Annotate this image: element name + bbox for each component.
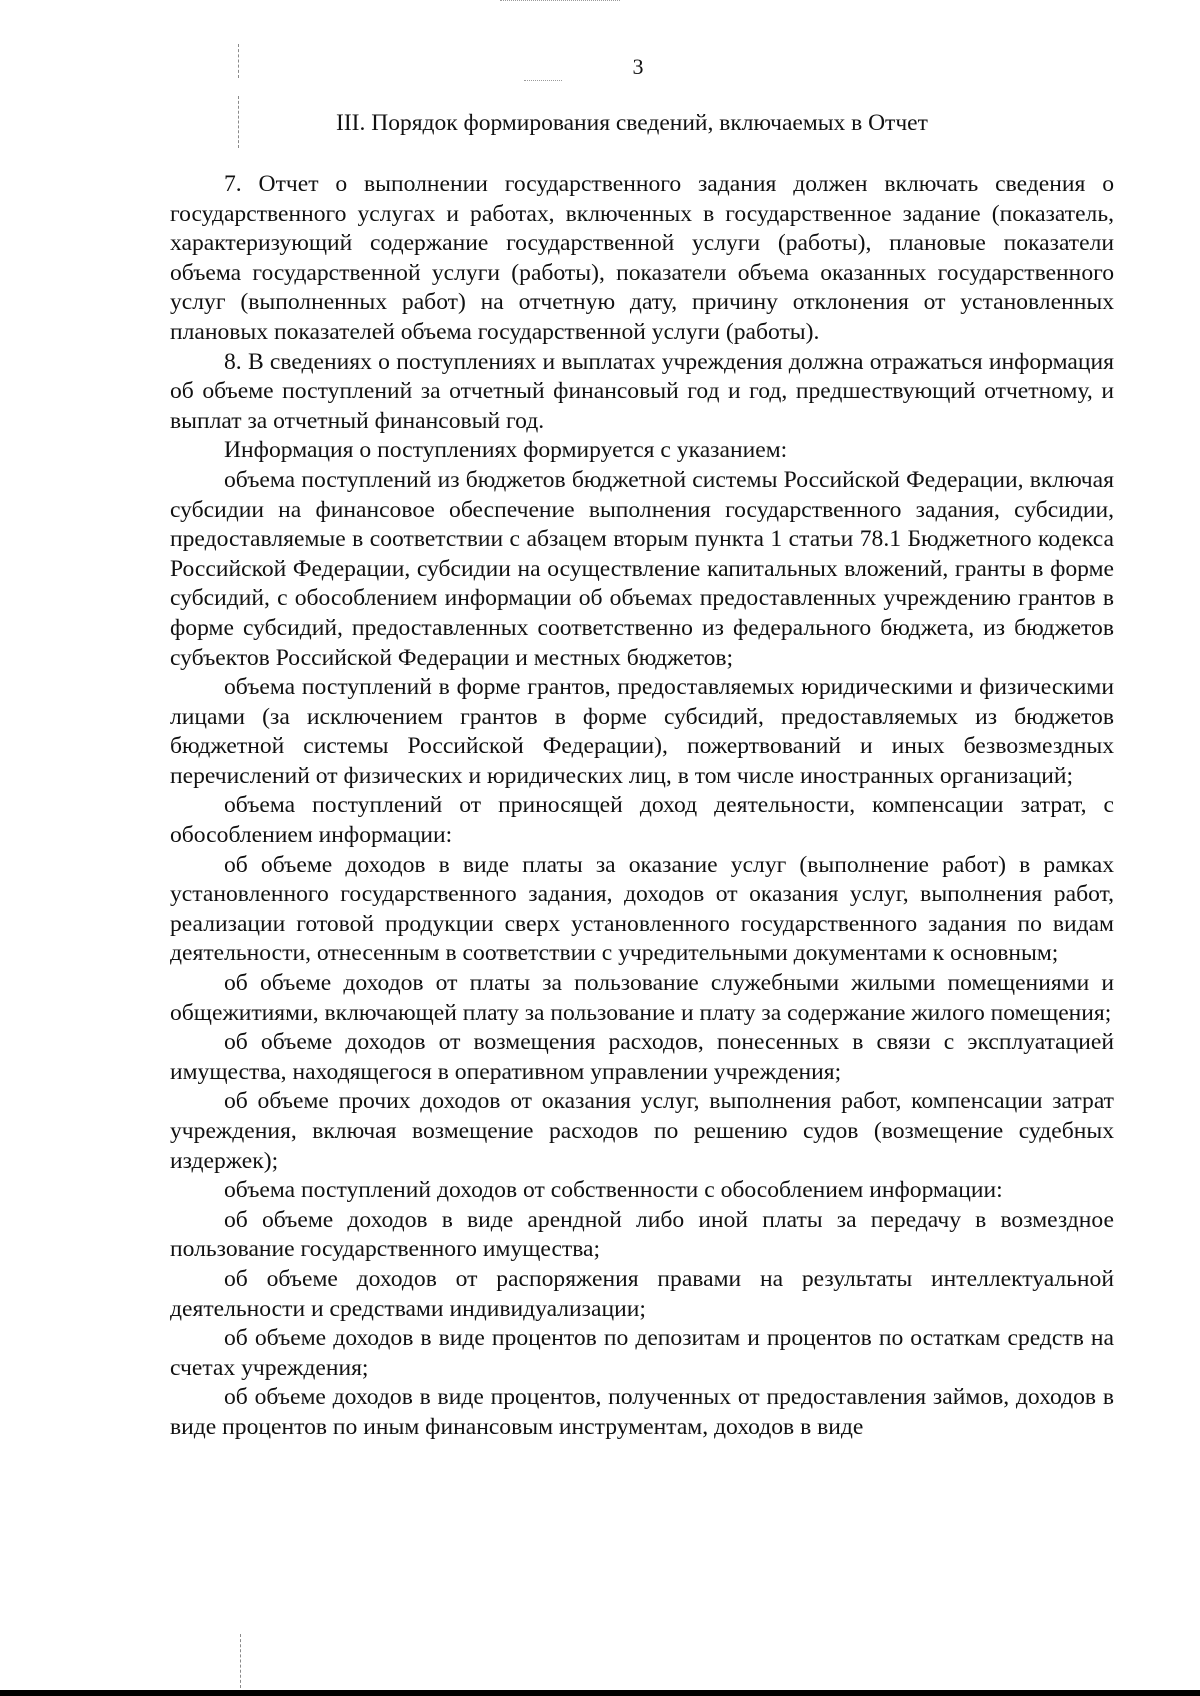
- scan-artifact: [240, 1634, 241, 1688]
- paragraph: об объеме доходов в виде арендной либо иной платы за передачу в возмездное пользование государственного имущества;: [170, 1206, 1114, 1263]
- paragraph: об объеме доходов от возмещения расходов, понесенных в связи с эксплуатацией имущества, находящегося в оперативном управлении учреждения;: [170, 1029, 1114, 1085]
- paragraph: об объеме доходов в виде процентов, полученных от предоставления займов, доходов в виде процентов по иным финансовым инструментам, доходов в виде: [170, 1384, 1114, 1440]
- section-heading: III. Порядок формирования сведений, включаемых в Отчет: [336, 110, 928, 136]
- paragraph: об объеме прочих доходов от оказания услуг, выполнения работ, компенсации затрат учреждения, включая возмещение расходов по решению судов (возмещение судебных издержек);: [170, 1088, 1114, 1174]
- paragraph: Информация о поступлениях формируется с указанием:: [224, 437, 788, 464]
- page-number: 3: [632, 54, 644, 79]
- scan-artifact: [238, 44, 239, 78]
- scan-artifact: [524, 80, 562, 81]
- paragraph: объема поступлений от приносящей доход деятельности, компенсации затрат, с обособлением информации:: [170, 792, 1114, 849]
- paragraph: об объеме доходов от распоряжения правами на результаты интеллектуальной деятельности и средствами индивидуализации;: [170, 1265, 1114, 1322]
- scan-border: [0, 1690, 1200, 1696]
- paragraph: об объеме доходов от платы за пользование служебными жилыми помещениями и общежитиями, включающей плату за пользование и плату за содержание жилого помещения;: [170, 970, 1114, 1026]
- document-body: [170, 170, 1114, 1443]
- paragraph: об объеме доходов в виде процентов по депозитам и процентов по остаткам средств на счетах учреждения;: [170, 1325, 1114, 1381]
- paragraph-8: 8. В сведениях о поступлениях и выплатах учреждения должна отражаться информация об объеме поступлений за отчетный финансовый год и год, предшествующий отчетному, и выплат за отчетный финансовый год.: [170, 348, 1114, 434]
- paragraph: об объеме доходов в виде платы за оказание услуг (выполнение работ) в рамках установленного государственного задания, доходов от оказания услуг, выполнения работ, реализации готовой продукции сверх установленного государственного задания по видам деятельности, отнесенным в соответствии с учредительными документами к основным;: [170, 851, 1114, 967]
- scan-artifact: [500, 0, 620, 1]
- paragraph-7: 7. Отчет о выполнении государственного задания должен включать сведения о государственного услугах и работах, включенных в государственное задание (показатель, характеризующий содержание государственной услуги (работы), плановые показатели объема государственной услуги (работы), показатели объема оказанных государственного услуг (выполненных работ) на отчетную дату, причину отклонения от установленных плановых показателей объема государственной услуги (работы).: [170, 171, 1114, 345]
- paragraph: объема поступлений в форме грантов, предоставляемых юридическими и физическими лицами (за исключением грантов в форме субсидий, предоставляемых из бюджетов бюджетной системы Российской Федерации), пожертвований и иных безвозмездных перечислений от физических и юридических лиц, в том числе иностранных организаций;: [170, 674, 1114, 789]
- paragraph: объема поступлений доходов от собственности с обособлением информации:: [224, 1177, 1003, 1204]
- paragraph: объема поступлений из бюджетов бюджетной системы Российской Федерации, включая субсидии на финансовое обеспечение выполнения государственного задания, субсидии, предоставляемые в соответствии с абзацем вторым пункта 1 статьи 78.1 Бюджетного кодекса Российской Федерации, субсидии на осуществление капитальных вложений, гранты в форме субсидий, с обособлением информации об объемах предоставленных учреждению грантов в форме субсидий, предоставленных соответственно из федерального бюджета, из бюджетов субъектов Российской Федерации и местных бюджетов;: [170, 466, 1114, 671]
- scan-artifact: [238, 96, 239, 148]
